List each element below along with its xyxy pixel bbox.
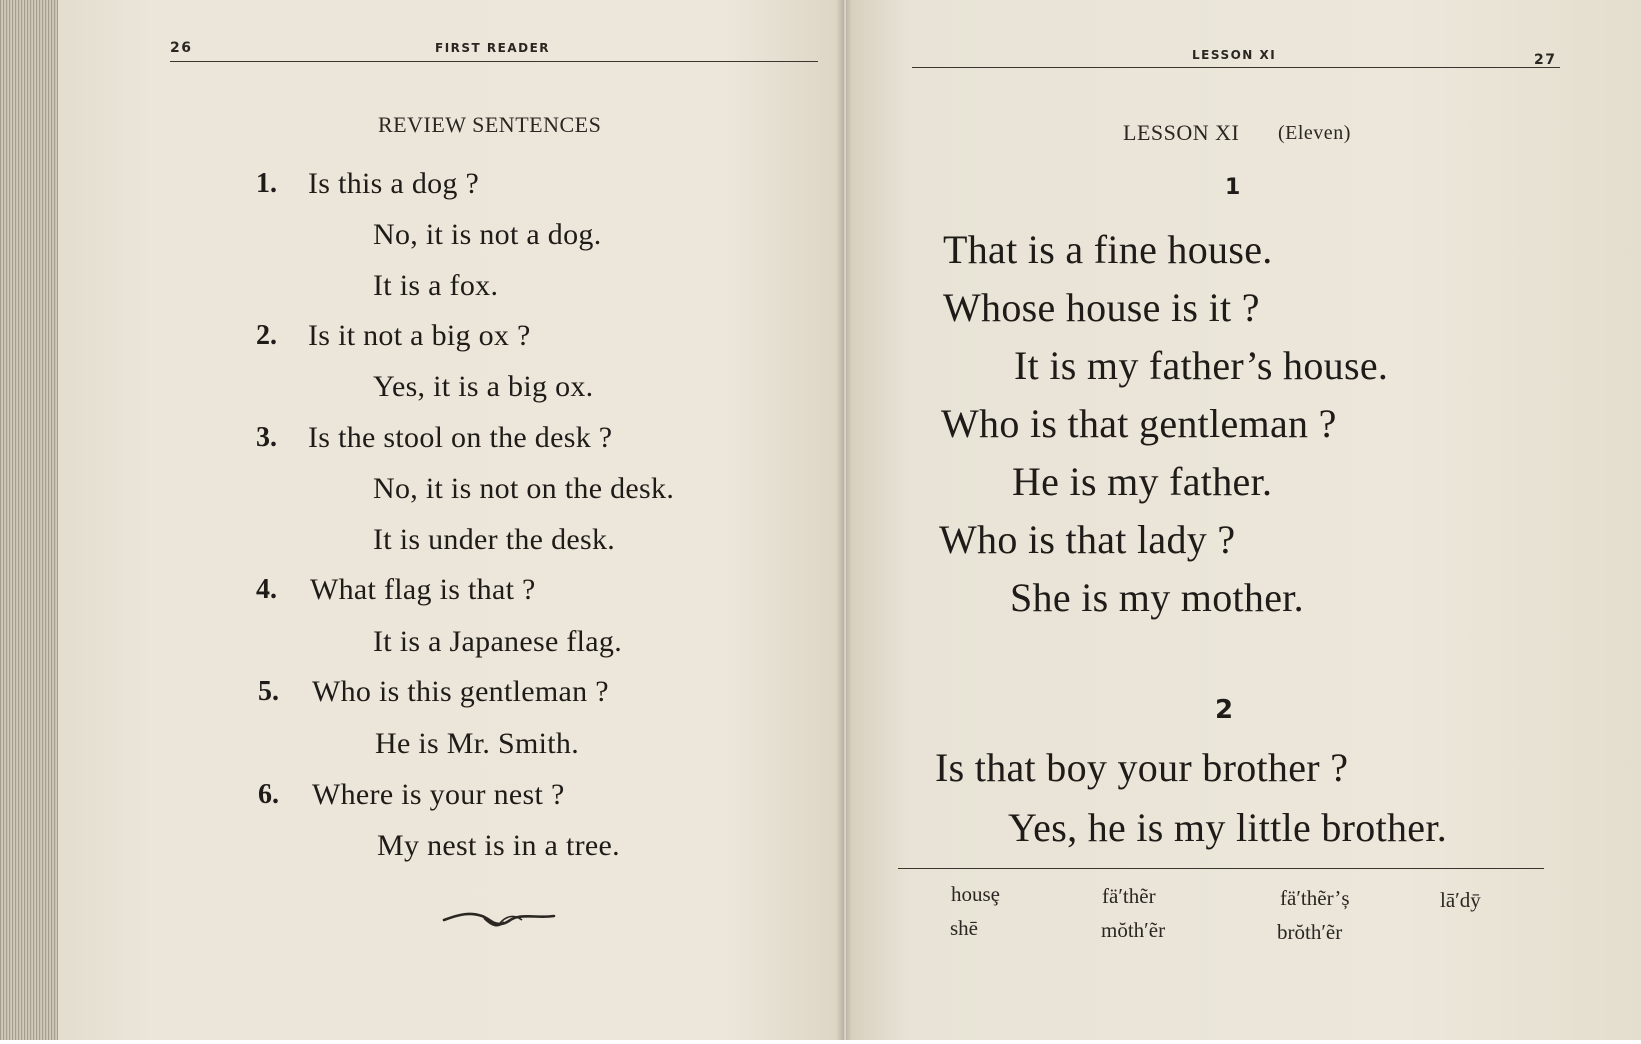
vocab-word: fä′thẽr’ș [1280, 886, 1350, 910]
lesson-line: Yes, he is my little brother. [1008, 805, 1448, 850]
vocab-word: lā′dȳ [1440, 888, 1481, 912]
lesson-line: Whose house is it ? [943, 285, 1260, 330]
lesson-line: Who is that gentleman ? [941, 401, 1337, 446]
item-number: 5. [258, 676, 279, 707]
page-edges [0, 0, 58, 1040]
item-question: Who is this gentleman ? [312, 675, 609, 708]
vocab-word: mŏth′ẽr [1101, 918, 1166, 942]
left-page [58, 0, 844, 1040]
item-number: 6. [258, 779, 279, 810]
left-header-rule [170, 61, 818, 62]
left-running-head: FIRST READER [435, 41, 551, 55]
item-number: 3. [256, 422, 277, 453]
lesson-line: Is that boy your brother ? [935, 745, 1349, 790]
item-question: Is it not a big ox ? [308, 319, 531, 352]
item-question: Is the stool on the desk ? [308, 421, 613, 454]
lesson-line: She is my mother. [1010, 575, 1304, 620]
item-answer: Yes, it is a big ox. [373, 370, 594, 403]
item-answer: My nest is in a tree. [377, 829, 620, 862]
item-question: Where is your nest ? [312, 778, 565, 811]
right-running-head: LESSON XI [1192, 48, 1277, 62]
lesson-line: That is a fine house. [943, 227, 1273, 272]
vocab-word: brŏth′ẽr [1277, 920, 1343, 944]
lesson-line: Who is that lady ? [939, 517, 1236, 562]
item-answer: It is a fox. [373, 269, 499, 302]
review-title: REVIEW SENTENCES [378, 112, 602, 137]
item-number: 2. [256, 320, 277, 351]
item-answer: It is under the desk. [373, 523, 616, 556]
vocab-word: fä′thẽr [1102, 884, 1156, 908]
item-question: Is this a dog ? [308, 167, 480, 200]
lesson-title: LESSON XI [1123, 120, 1240, 145]
vocab-word: shē [950, 916, 978, 940]
section-number: 2 [1215, 695, 1234, 725]
lesson-line: He is my father. [1012, 459, 1273, 504]
section-number: 1 [1225, 175, 1241, 200]
end-ornament [440, 906, 560, 932]
lesson-line: It is my father’s house. [1014, 343, 1389, 388]
item-answer: No, it is not on the desk. [373, 472, 675, 505]
item-question: What flag is that ? [310, 573, 536, 606]
item-answer: No, it is not a dog. [373, 218, 602, 251]
item-answer: He is Mr. Smith. [375, 727, 579, 760]
vocab-word: housȩ [951, 882, 1000, 906]
right-page-number: 27 [1534, 52, 1557, 68]
book-gutter [836, 0, 852, 1040]
item-number: 1. [256, 168, 277, 199]
left-page-number: 26 [170, 40, 193, 56]
vocab-rule [898, 868, 1544, 869]
item-number: 4. [256, 574, 277, 605]
right-header-rule [912, 67, 1560, 68]
lesson-subtitle: (Eleven) [1278, 122, 1351, 144]
item-answer: It is a Japanese flag. [373, 625, 623, 658]
